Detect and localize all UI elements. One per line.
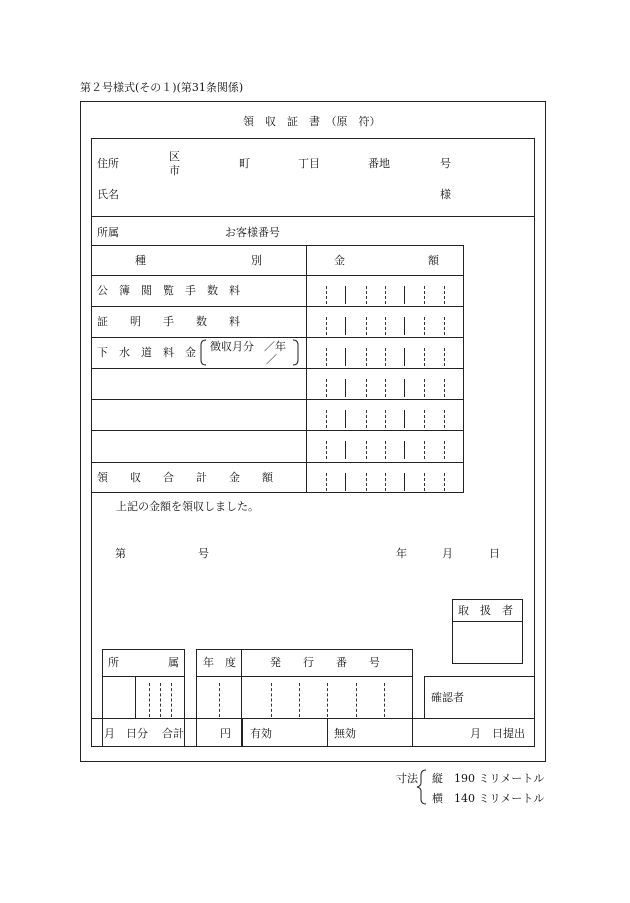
digit-guide — [404, 348, 405, 366]
digit-guide — [326, 473, 327, 491]
digit-guide — [424, 348, 425, 366]
digit-guide — [444, 348, 445, 366]
digit-guide — [404, 317, 405, 335]
fiscal-year-label: 年 度 — [203, 656, 236, 669]
collection-month-label: 徴収月分 — [210, 340, 254, 353]
row-label: 下 水 道 料 金 — [97, 346, 196, 359]
bracket-icon — [199, 339, 301, 367]
digit-guide — [444, 441, 445, 459]
received-statement: 上記の金額を領収しました。 — [116, 500, 259, 513]
digit-guide — [385, 379, 386, 397]
digit-guide — [424, 473, 425, 491]
digit-guide — [404, 286, 405, 304]
col-amount-a: 金 — [334, 254, 345, 267]
digit-guide — [404, 441, 405, 459]
row-label: 領 収 合 計 金 額 — [97, 471, 273, 484]
digit-guide — [345, 317, 346, 335]
customer-number-label: お客様番号 — [225, 226, 280, 239]
city-label: 市 — [169, 164, 180, 177]
digit-guide — [366, 379, 367, 397]
digit-guide — [444, 473, 445, 491]
affiliation-label: 所属 — [97, 226, 119, 239]
digit-guide — [326, 286, 327, 304]
collection-slash: ／ — [266, 353, 277, 366]
invalid-label: 無効 — [334, 727, 356, 740]
issue-number-label: 発 行 番 号 — [270, 656, 380, 669]
banchi-label: 番地 — [368, 157, 390, 170]
digit-guide — [444, 379, 445, 397]
digit-guide — [326, 441, 327, 459]
number-suffix: 号 — [198, 547, 209, 560]
digit-guide — [404, 473, 405, 491]
col-amount-b: 額 — [428, 254, 439, 267]
digit-guide — [345, 441, 346, 459]
digit-guide — [424, 410, 425, 428]
digit-guide — [444, 286, 445, 304]
digit-guide — [424, 317, 425, 335]
digit-guide — [385, 410, 386, 428]
digit-guide — [345, 286, 346, 304]
digit-guide — [385, 348, 386, 366]
month-day-label: 月 日分 — [104, 727, 148, 740]
digit-guide — [345, 348, 346, 366]
address-label: 住所 — [97, 157, 119, 170]
month-label: 月 — [442, 547, 453, 560]
digit-guide — [444, 317, 445, 335]
divider — [91, 216, 535, 217]
affiliation-b: 属 — [168, 656, 179, 669]
height-dimension: 縦 190 ミリメートル — [432, 772, 545, 785]
ward-label: 区 — [169, 150, 180, 163]
affiliation-a: 所 — [108, 656, 119, 669]
col-type-a: 種 — [135, 254, 146, 267]
digit-guide — [424, 379, 425, 397]
digit-guide — [424, 441, 425, 459]
confirmer-label: 確認者 — [431, 691, 464, 704]
total-label: 合計 — [162, 727, 184, 740]
collection-year-label: ／年 — [264, 340, 286, 353]
digit-guide — [385, 473, 386, 491]
digit-guide — [404, 379, 405, 397]
digit-guide — [366, 441, 367, 459]
digit-guide — [366, 286, 367, 304]
fee-table — [91, 245, 464, 493]
fee-table-column-divider — [306, 245, 307, 493]
width-dimension: 横 140 ミリメートル — [432, 792, 545, 805]
honorific-label: 様 — [440, 188, 451, 201]
digit-guide — [385, 286, 386, 304]
yen-label: 円 — [220, 727, 231, 740]
digit-guide — [404, 410, 405, 428]
digit-guide — [326, 410, 327, 428]
digit-guide — [424, 286, 425, 304]
col-type-b: 別 — [251, 254, 262, 267]
digit-guide — [326, 379, 327, 397]
digit-guide — [385, 441, 386, 459]
handler-label: 取 扱 者 — [458, 604, 513, 617]
digit-guide — [366, 348, 367, 366]
receipt-title: 領 収 証 書 （原 符） — [243, 115, 381, 128]
form-number: 第２号様式(その１)(第31条関係) — [80, 81, 244, 94]
name-label: 氏名 — [97, 188, 119, 201]
digit-guide — [366, 317, 367, 335]
town-label: 町 — [239, 157, 250, 170]
valid-label: 有効 — [250, 727, 272, 740]
chome-label: 丁目 — [298, 157, 320, 170]
go-label: 号 — [440, 157, 451, 170]
dimensions-label: 寸法 — [396, 772, 418, 785]
row-label: 公 簿 閲 覧 手 数 料 — [97, 284, 240, 297]
digit-guide — [444, 410, 445, 428]
year-label: 年 — [396, 547, 407, 560]
digit-guide — [366, 410, 367, 428]
day-label: 日 — [489, 547, 500, 560]
submitted-label: 月 日提出 — [470, 727, 525, 740]
digit-guide — [366, 473, 367, 491]
number-prefix: 第 — [115, 547, 126, 560]
digit-guide — [326, 317, 327, 335]
brace-icon — [416, 769, 428, 805]
digit-guide — [345, 410, 346, 428]
row-label: 証 明 手 数 料 — [97, 315, 240, 328]
digit-guide — [385, 317, 386, 335]
digit-guide — [345, 473, 346, 491]
digit-guide — [345, 379, 346, 397]
digit-guide — [326, 348, 327, 366]
